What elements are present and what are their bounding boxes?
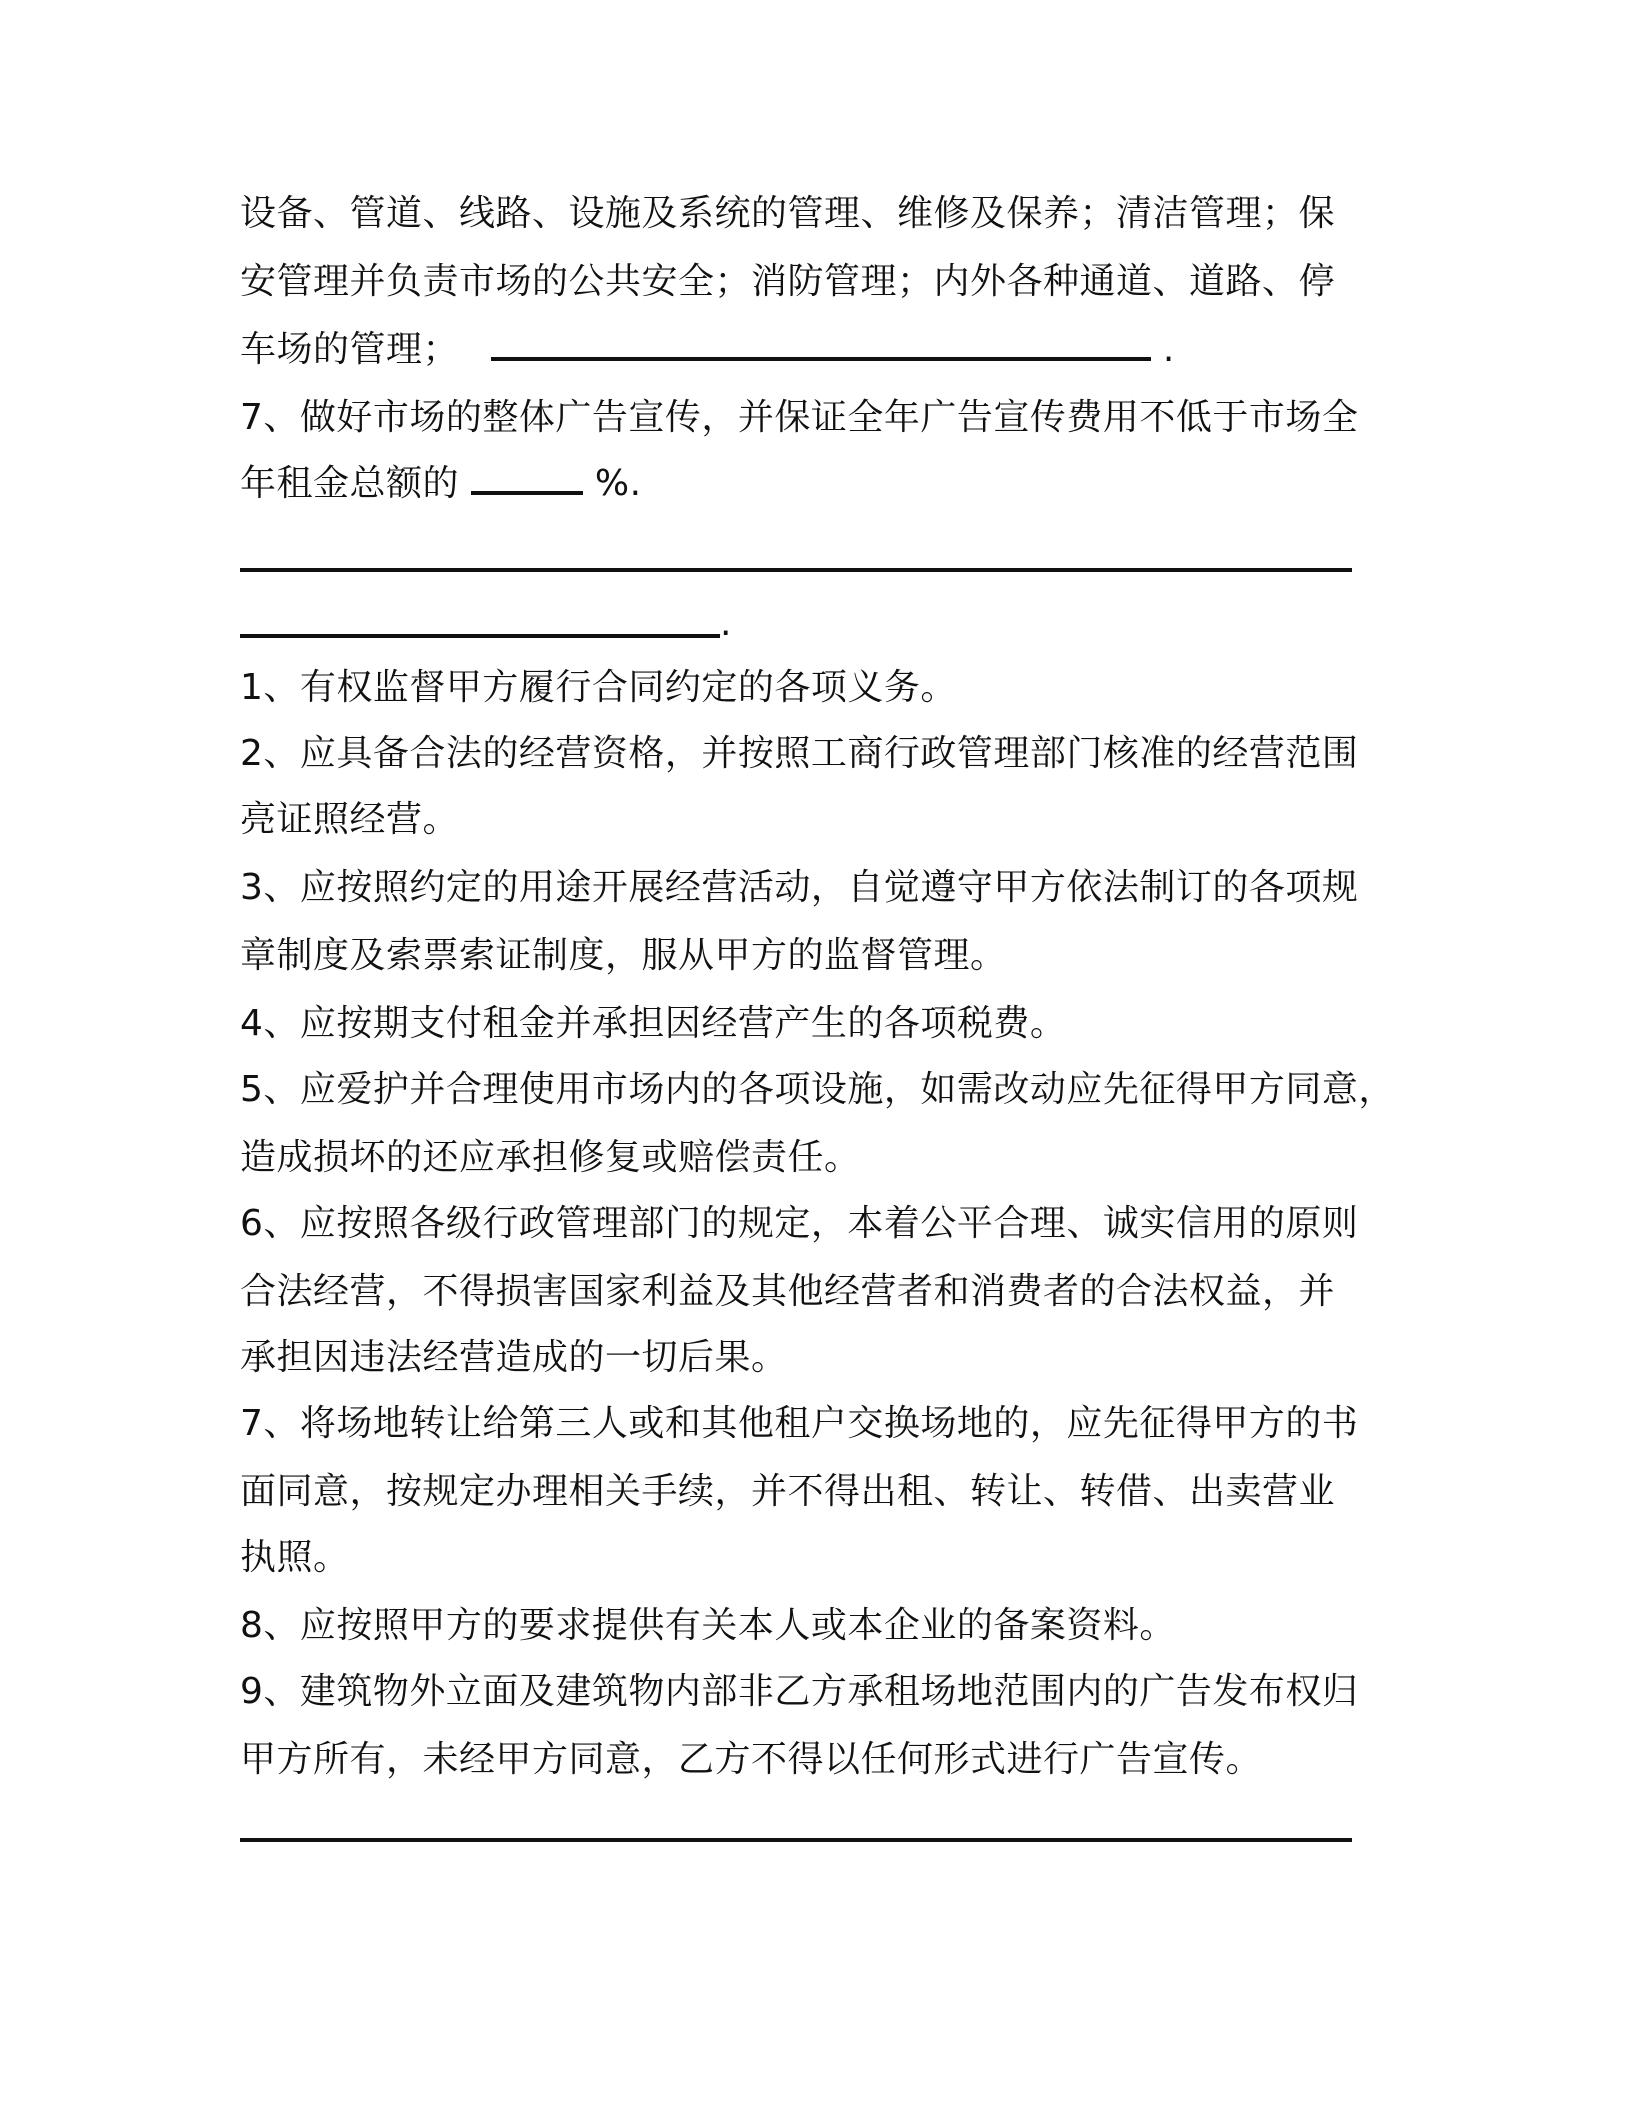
period-mark: . [720,603,732,644]
fill-in-blank [491,327,1151,361]
text-line [240,460,642,508]
text-line: 承担因违法经营造成的一切后果。 [240,1337,788,1378]
text-line: 甲方所有，未经甲方同意，乙方不得以任何形式进行广告宣传。 [240,1739,1263,1780]
text-line: 执照。 [240,1537,350,1578]
list-item: 4、应按期支付租金并承担因经营产生的各项税费。 [240,1003,1067,1044]
list-item: 3、应按照约定的用途开展经营活动，自觉遵守甲方依法制订的各项规 [240,867,1359,908]
list-item: 5、应爱护并合理使用市场内的各项设施，如需改动应先征得甲方同意， [240,1069,1395,1110]
text-line: 合法经营，不得损害国家利益及其他经营者和消费者的合法权益，并 [240,1271,1336,1312]
text-line: 7、做好市场的整体广告宣传，并保证全年广告宣传费用不低于市场全 [240,397,1359,438]
fill-in-rule [240,634,720,638]
text-fragment: 年租金总额的 [240,463,460,504]
fill-in-rule [240,568,1352,572]
text-line: 亮证照经营。 [240,799,460,840]
text-line: 造成损坏的还应承担修复或赔偿责任。 [240,1137,861,1178]
list-item: 1、有权监督甲方履行合同约定的各项义务。 [240,667,957,708]
fill-in-blank [471,461,583,495]
text-line: 章制度及索票索证制度，服从甲方的监督管理。 [240,935,1007,976]
list-item: 9、建筑物外立面及建筑物内部非乙方承租场地范围内的广告发布权归 [240,1671,1359,1712]
text-fragment: %. [594,463,642,504]
text-fragment: 车场的管理； [240,329,460,370]
text-line: 设备、管道、线路、设施及系统的管理、维修及保养；清洁管理；保 [240,193,1336,234]
period-mark: . [1162,329,1175,370]
list-item: 6、应按照各级行政管理部门的规定，本着公平合理、诚实信用的原则 [240,1203,1359,1244]
list-item: 7、将场地转让给第三人或和其他租户交换场地的，应先征得甲方的书 [240,1403,1359,1444]
list-item: 8、应按照甲方的要求提供有关本人或本企业的备案资料。 [240,1605,1176,1646]
fill-in-rule [240,1838,1352,1842]
list-item: 2、应具备合法的经营资格，并按照工商行政管理部门核准的经营范围 [240,733,1359,774]
text-line: 安管理并负责市场的公共安全；消防管理；内外各种通道、道路、停 [240,261,1336,302]
text-line: 面同意，按规定办理相关手续，并不得出租、转让、转借、出卖营业 [240,1471,1336,1512]
text-line [240,326,1175,374]
